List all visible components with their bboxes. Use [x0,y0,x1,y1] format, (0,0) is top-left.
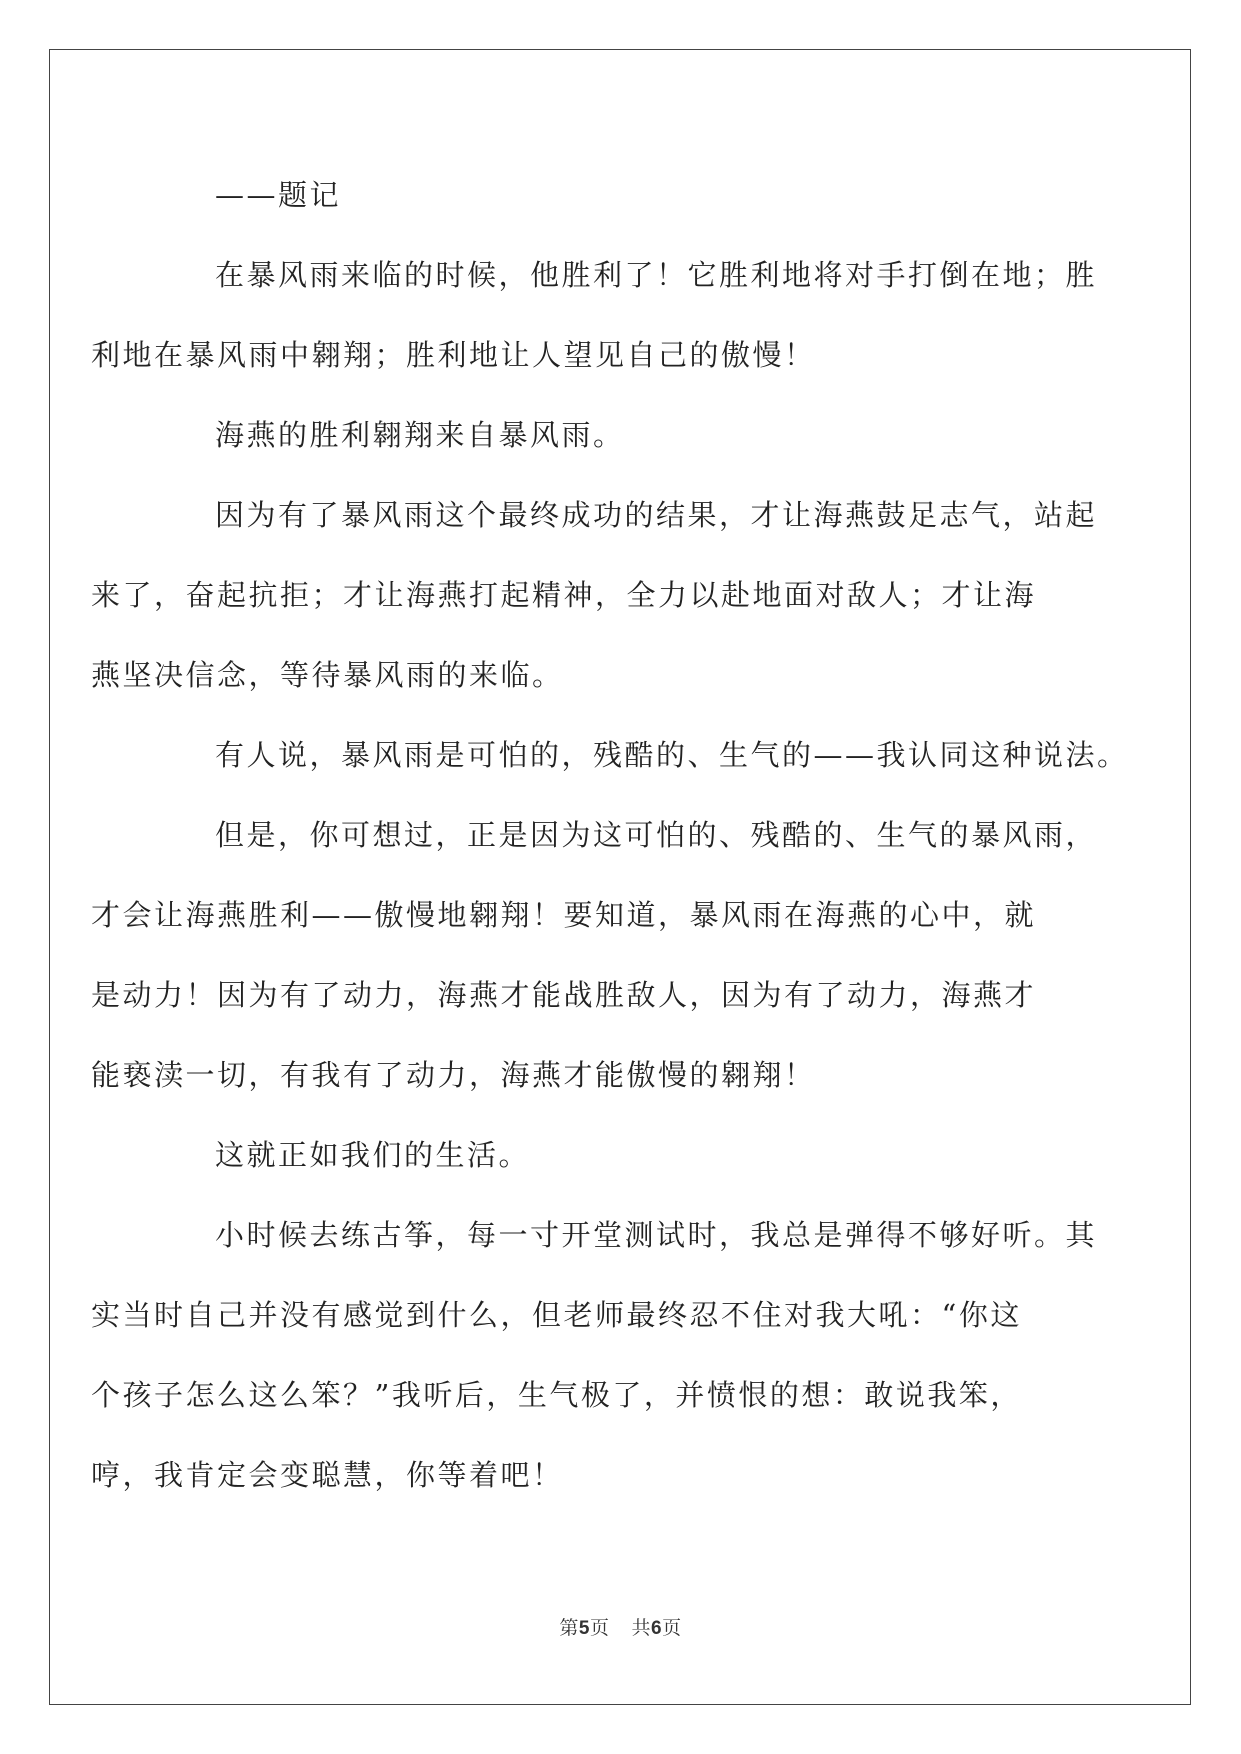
text-line: 有人说，暴风雨是可怕的，残酷的、生气的——我认同这种说法。 [215,738,1129,772]
current-page-number: 5 [578,1618,590,1639]
text-line: 实当时自己并没有感觉到什么，但老师最终忍不住对我大吼：“你这 [91,1298,1022,1332]
document-body [91,155,1129,1515]
text-line: 燕坚决信念，等待暴风雨的来临。 [91,658,564,692]
paragraph [91,475,1098,715]
footer-total-prefix: 共 [631,1617,652,1639]
text-line: 哼，我肯定会变聪慧，你等着吧！ [91,1458,564,1492]
footer-total-unit: 页 [662,1617,682,1639]
text-line: 能亵渎一切，有我有了动力，海燕才能傲慢的翱翔！ [91,1058,816,1092]
text-line: 因为有了暴风雨这个最终成功的结果，才让海燕鼓足志气，站起 [215,498,1098,532]
paragraph [91,235,1098,395]
footer-page-unit: 页 [589,1617,610,1639]
text-line: 个孩子怎么这么笨？”我听后，生气极了，并愤恨的想：敢说我笨， [91,1378,1022,1412]
text-line: 利地在暴风雨中翱翔；胜利地让人望见自己的傲慢！ [91,338,816,372]
text-line: 才会让海燕胜利——傲慢地翱翔！要知道，暴风雨在海燕的心中，就 [91,898,1037,932]
paragraph [153,395,1089,475]
total-page-number: 6 [651,1618,663,1639]
text-line: 这就正如我们的生活。 [215,1138,531,1172]
paragraph [91,795,1098,1115]
text-line: 但是，你可想过，正是因为这可怕的、残酷的、生气的暴风雨， [215,818,1098,852]
paragraph [153,1115,1089,1195]
text-line: 小时候去练古筝，每一寸开堂测试时，我总是弹得不够好听。其 [215,1218,1098,1252]
text-line: ——题记 [215,178,342,212]
text-line: 是动力！因为有了动力，海燕才能战胜敌人，因为有了动力，海燕才 [91,978,1037,1012]
paragraph [153,715,1129,795]
text-line: 海燕的胜利翱翔来自暴风雨。 [215,418,625,452]
paragraph-epigraph [153,155,1089,235]
footer-prefix: 第 [559,1617,579,1639]
paragraph [91,1195,1098,1515]
text-line: 在暴风雨来临的时候，他胜利了！它胜利地将对手打倒在地；胜 [215,258,1098,292]
page-footer [0,1613,1241,1640]
text-line: 来了，奋起抗拒；才让海燕打起精神，全力以赴地面对敌人；才让海 [91,578,1037,612]
